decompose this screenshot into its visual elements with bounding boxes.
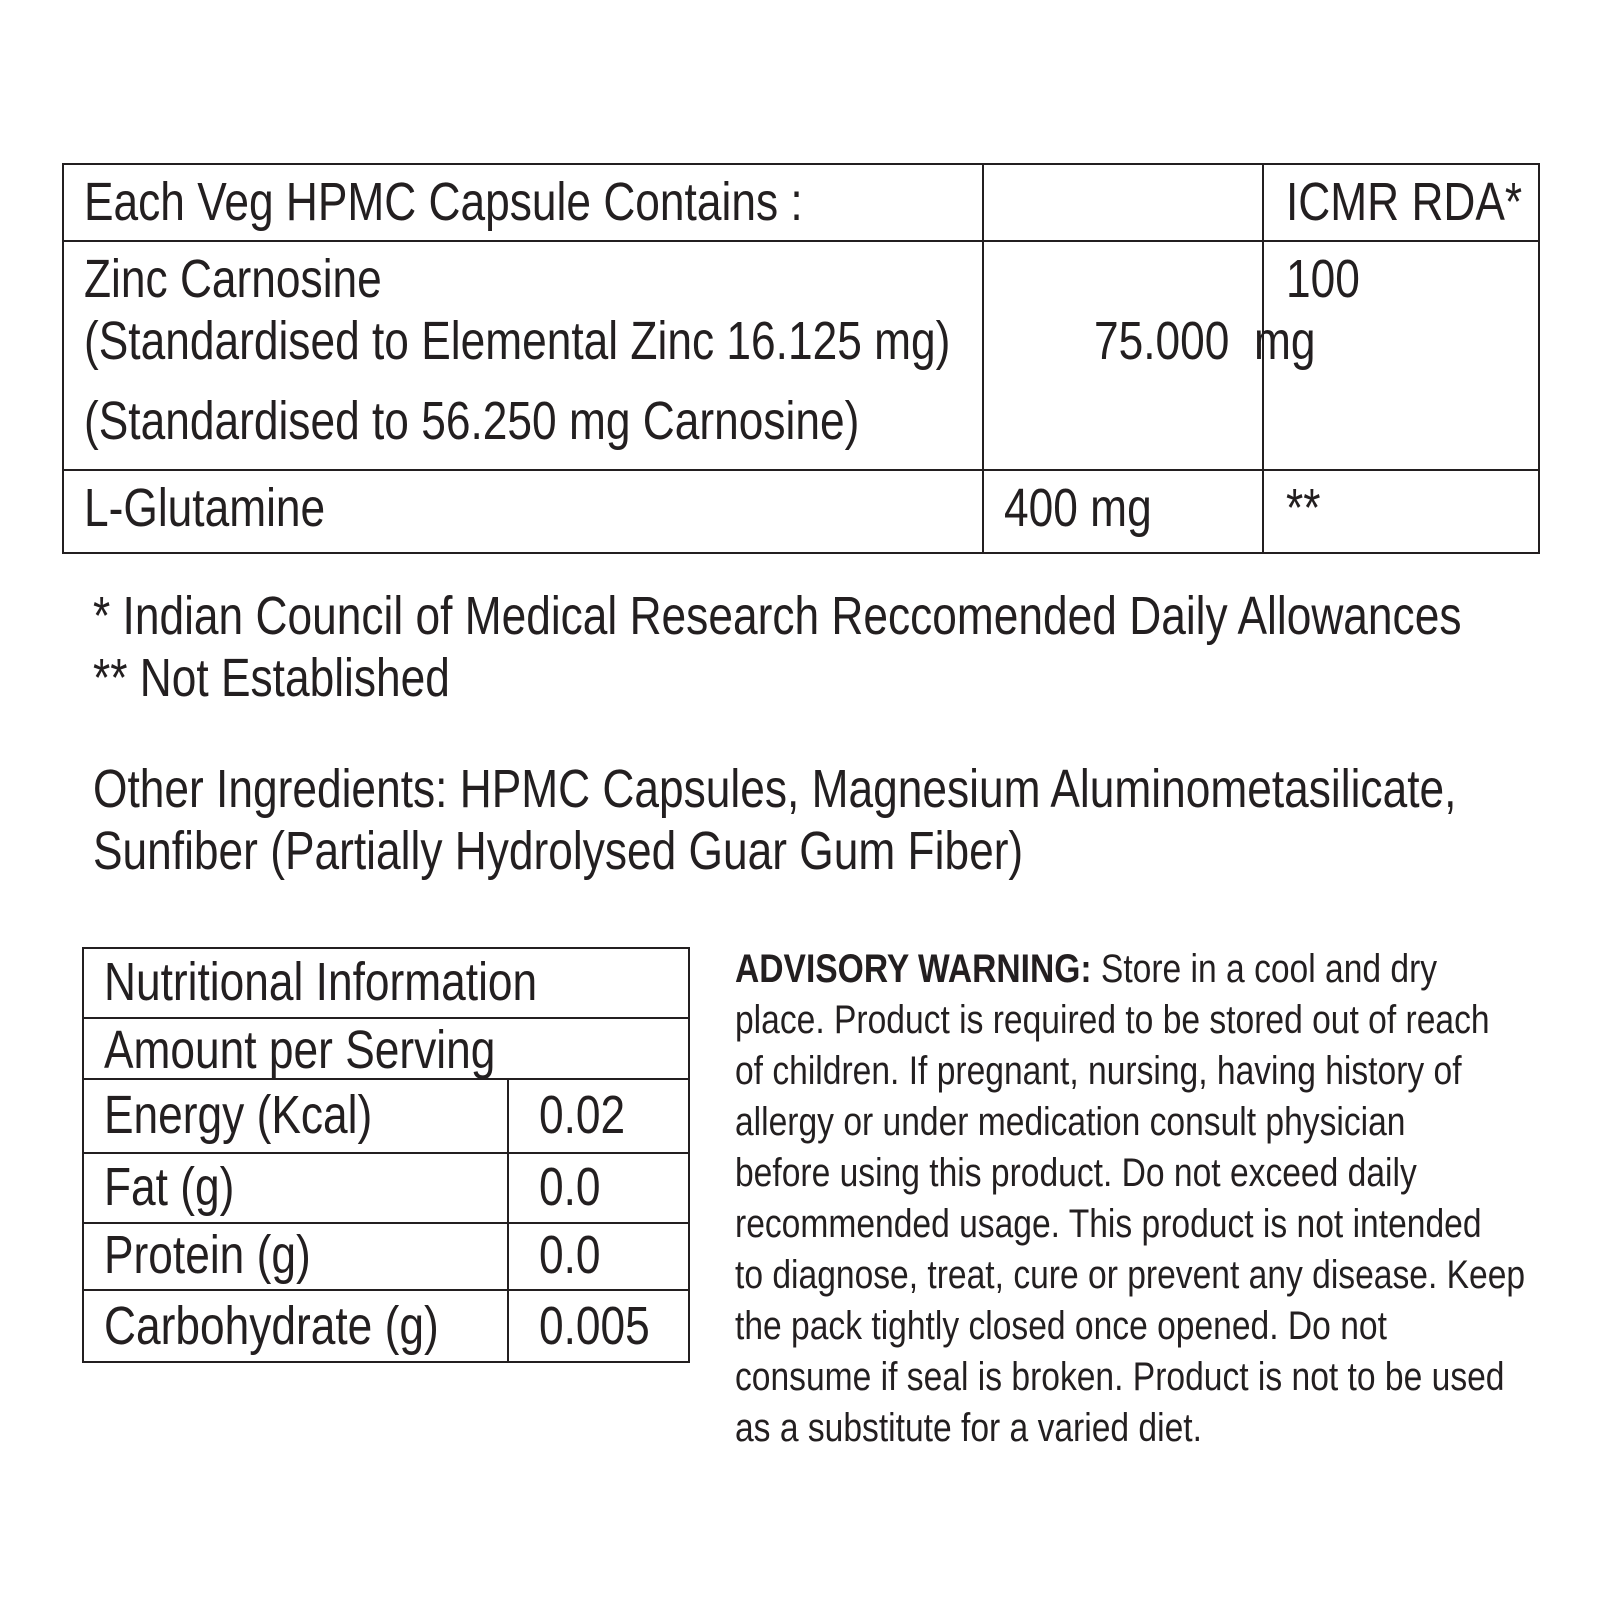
nutrition-label: Protein (g) (104, 1225, 311, 1285)
nutrition-value: 0.005 (539, 1296, 650, 1356)
ingredient-rda: 100 (1286, 249, 1360, 309)
ingredient-name: Zinc Carnosine (84, 249, 382, 309)
advisory-line: before using this product. Do not exceed daily (735, 1151, 1417, 1195)
nutrition-label: Carbohydrate (g) (104, 1296, 439, 1356)
footnote-icmr: * Indian Council of Medical Research Reccomended Daily Allowances (93, 586, 1462, 646)
advisory-warning (735, 944, 1543, 1454)
ingredient-standardisation: (Standardised to Elemental Zinc 16.125 mg) (84, 311, 951, 371)
nutrition-value: 0.0 (539, 1225, 601, 1285)
footnote-not-established: ** Not Established (93, 648, 450, 708)
nutrition-label: Fat (g) (104, 1157, 235, 1217)
ingredient-name: L-Glutamine (84, 478, 326, 538)
nutrition-row (84, 1224, 688, 1291)
nutrition-subtitle-row (84, 1019, 688, 1080)
nutrition-title-row (84, 949, 688, 1019)
advisory-line: recommended usage. This product is not intended (735, 1202, 1482, 1246)
composition-row-l-glutamine (64, 471, 1538, 556)
advisory-line: of children. If pregnant, nursing, having history of (735, 1049, 1462, 1093)
advisory-heading: ADVISORY WARNING: (735, 947, 1092, 991)
ingredient-amount: 75.000 mg (1094, 311, 1316, 371)
ingredient-rda: ** (1286, 478, 1321, 538)
composition-row-zinc-carnosine (64, 242, 1538, 471)
nutrition-label: Energy (Kcal) (104, 1085, 373, 1145)
advisory-line: the pack tightly closed once opened. Do not (735, 1304, 1387, 1348)
nutrition-table (82, 947, 690, 1363)
nutrition-row (84, 1080, 688, 1154)
advisory-line: allergy or under medication consult physician (735, 1100, 1406, 1144)
advisory-line: ADVISORY WARNING: Store in a cool and dry (735, 947, 1438, 991)
ingredient-standardisation: (Standardised to 56.250 mg Carnosine) (84, 391, 860, 451)
composition-table (62, 163, 1540, 554)
composition-header-row (64, 165, 1538, 242)
advisory-line: as a substitute for a varied diet. (735, 1406, 1202, 1450)
composition-header-label: Each Veg HPMC Capsule Contains : (84, 172, 803, 232)
nutrition-row (84, 1154, 688, 1224)
nutrition-value: 0.02 (539, 1085, 626, 1145)
other-ingredients-line: Other Ingredients: HPMC Capsules, Magnesium Aluminometasilicate, (93, 759, 1457, 819)
nutrition-subtitle: Amount per Serving (104, 1020, 496, 1080)
composition-header-rda: ICMR RDA* (1286, 172, 1523, 232)
ingredient-amount: 400 mg (1004, 478, 1152, 538)
advisory-line: consume if seal is broken. Product is not to be used (735, 1355, 1505, 1399)
advisory-line: place. Product is required to be stored out of reach (735, 998, 1490, 1042)
advisory-line: to diagnose, treat, cure or prevent any disease. Keep (735, 1253, 1526, 1297)
nutrition-row (84, 1291, 688, 1365)
nutrition-value: 0.0 (539, 1157, 601, 1217)
other-ingredients-line: Sunfiber (Partially Hydrolysed Guar Gum Fiber) (93, 821, 1024, 881)
nutrition-title: Nutritional Information (104, 952, 538, 1012)
